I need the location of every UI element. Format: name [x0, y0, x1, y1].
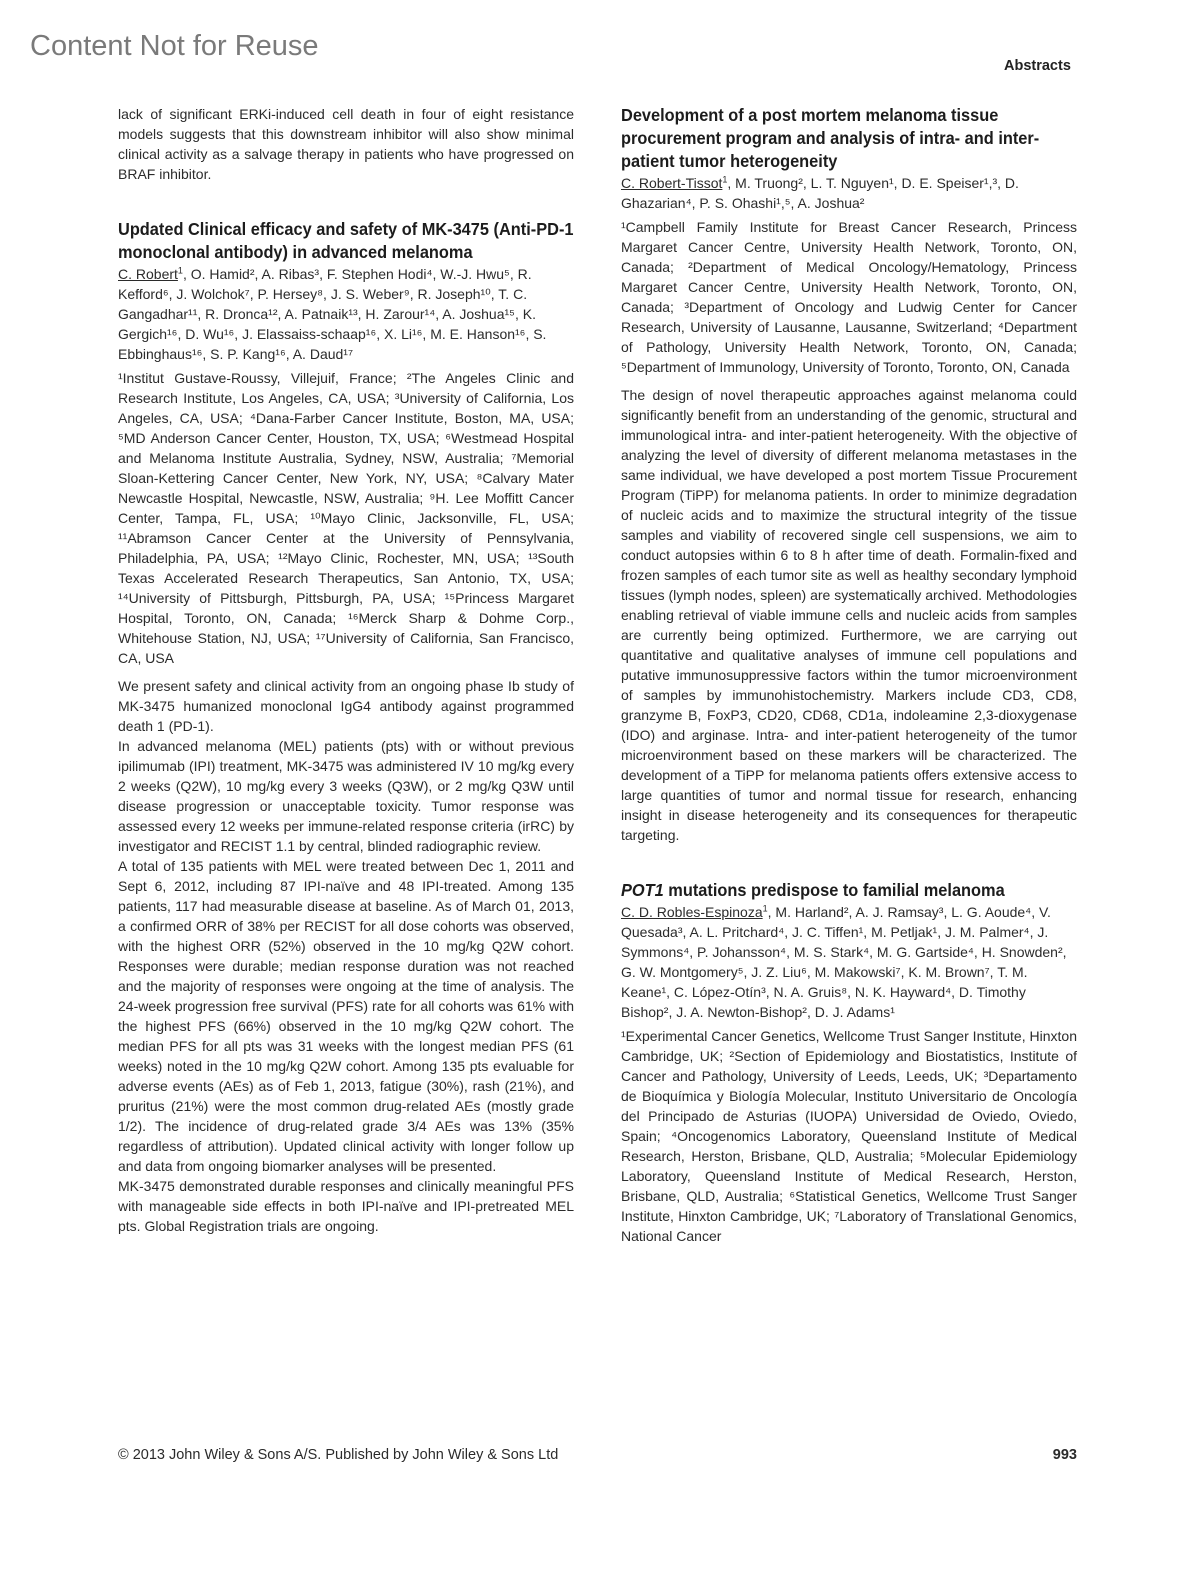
presenting-author-sup: 1	[722, 174, 728, 185]
presenting-author-sup: 1	[177, 265, 183, 276]
running-head: Abstracts	[1004, 58, 1071, 74]
authors-rest: , M. Truong², L. T. Nguyen¹, D. E. Speiser¹,³, D. Ghazarian⁴, P. S. Ohashi¹,⁵, A. Joshua²	[621, 175, 1019, 211]
presenting-author: C. D. Robles-Espinoza	[621, 904, 763, 920]
body-paragraph-1: We present safety and clinical activity from an ongoing phase Ib study of MK-3475 humanized monoclonal IgG4 antibody against programmed death 1 (PD-1).	[118, 678, 574, 734]
presenting-author: C. Robert	[118, 266, 178, 282]
body-paragraph-3: A total of 135 patients with MEL were treated between Dec 1, 2011 and Sept 6, 2012, including 87 IPI-naïve and 48 IPI-treated. Among 135 patients, 117 had measurable disease at baseline. As of March 01, 2013, a confirmed ORR of 38% per RECIST for all dose cohorts was observed, with the highest ORR (52%) observed in the 10 mg/kg Q2W cohort. Responses were durable; median response duration was not reached and the majority of responses were ongoing at the time of analysis. The 24-week progression free survival (PFS) rate for all cohorts was 61% with the highest PFS (66%) observed in the 10 mg/kg Q2W cohort. The median PFS for all pts was 31 weeks with the longest median PFS (61 weeks) noted in the 10 mg/kg Q2W cohort. Among 135 pts evaluable for adverse events (AEs) as of Feb 1, 2013, fatigue (30%), rash (21%), and pruritus (21%) were the most common drug-related AEs (mostly grade 1/2). The incidence of drug-related grade 3/4 AEs was 13% (35% regardless of attribution). Updated clinical activity with longer follow up and data from ongoing biomarker analyses will be presented.	[118, 858, 574, 1174]
presenting-author: C. Robert-Tissot	[621, 175, 723, 191]
title-rest: mutations predispose to familial melanoma	[663, 880, 1005, 900]
footer	[118, 1447, 1077, 1463]
affiliations: ¹Campbell Family Institute for Breast Cancer Research, Princess Margaret Cancer Centre, University Health Network, Toronto, ON, Canada; ²Department of Medical Oncology/Hematology, Princess Margaret Cancer Centre, University Health Network, Toronto, ON, Canada; ³Department of Oncology and Ludwig Center for Cancer Research, University of Lausanne, Lausanne, Switzerland; ⁴Department of Pathology, University Health Network, Toronto, ON, Canada; ⁵Department of Immunology, University of Toronto, Toronto, ON, Canada	[621, 219, 1077, 375]
authors-rest: , M. Harland², A. J. Ramsay³, L. G. Aoude⁴, V. Quesada³, A. L. Pritchard⁴, J. C. Tiffen¹, M. Petljak¹, J. M. Palmer⁴, J. Symmons⁴, P. Johansson⁴, M. S. Stark⁴, M. G. Gartside⁴, H. Snowden², G. W. Montgomery⁵, J. Z. Liu⁶, M. Makowski⁷, K. M. Brown⁷, T. M. Keane¹, C. López-Otín³, N. A. Gruis⁸, N. K. Hayward⁴, D. Timothy Bishop², J. A. Newton-Bishop², D. J. Adams¹	[621, 904, 1067, 1020]
gene-name: POT1	[621, 880, 664, 900]
watermark: Content Not for Reuse	[30, 30, 319, 62]
body-paragraph-4: MK-3475 demonstrated durable responses and clinically meaningful PFS with manageable side effects in both IPI-naïve and IPI-pretreated MEL pts. Global Registration trials are ongoing.	[118, 1178, 574, 1234]
author-list	[621, 173, 1077, 213]
author-list	[621, 902, 1077, 1022]
affiliations: ¹Experimental Cancer Genetics, Wellcome Trust Sanger Institute, Hinxton Cambridge, UK; ²Section of Epidemiology and Biostatistics, Institute of Cancer and Pathology, University of Leeds, Leeds, UK; ³Departamento de Bioquímica y Biología Molecular, Instituto Universitario de Oncología del Principado de Asturias (IUOPA) Universidad de Oviedo, Oviedo, Spain; ⁴Oncogenomics Laboratory, Queensland Institute of Medical Research, Herston, Brisbane, QLD, Australia; ⁵Molecular Epidemiology Laboratory, Queensland Institute of Medical Research, Herston, Brisbane, QLD, Australia; ⁶Statistical Genetics, Wellcome Trust Sanger Institute, Hinxton Cambridge, UK; ⁷Laboratory of Translational Genomics, National Cancer	[621, 1028, 1077, 1244]
abstract-title-pot1	[621, 879, 1077, 902]
abstract-title-tissue-procurement: Development of a post mortem melanoma tissue procurement program and analysis of intra- and inter-patient tumor heterogeneity	[621, 105, 1040, 171]
intro-text: lack of significant ERKi-induced cell death in four of eight resistance models suggests that this downstream inhibitor will also show minimal clinical activity as a salvage therapy in patients who have progressed on BRAF inhibitor.	[118, 106, 574, 182]
right-column	[621, 104, 1077, 1254]
author-list	[118, 264, 574, 364]
body-paragraph: The design of novel therapeutic approaches against melanoma could significantly benefit from an understanding of the genomic, structural and immunological intra- and inter-patient heterogeneity. With the objective of analyzing the level of diversity of different melanoma metastases in the same individual, we have developed a post mortem Tissue Procurement Program (TiPP) for melanoma patients. In order to minimize degradation of nucleic acids and to maximize the structural integrity of the tissue samples and viability of recovered single cell suspensions, we aim to conduct autopsies within 6 to 8 h after time of death. Formalin-fixed and frozen samples of each tumor site as well as healthy secondary lymphoid tissues (lymph nodes, spleen) are systematically archived. Methodologies enabling retrieval of viable immune cells and nucleic acids from samples are currently being optimized. Furthermore, we are carrying out quantitative and qualitative analyses of immune cell populations and putative immunosuppressive factors within the tumor microenvironment of samples by immunohistochemistry. Markers include CD3, CD8, granzyme B, FoxP3, CD20, CD68, CD1a, indoleamine 2,3-dioxygenase (IDO) and arginase. Intra- and inter-patient heterogeneity of the tumor microenvironment based on these markers will be characterized. The development of a TiPP for melanoma patients offers extensive access to large quantities of tumor and normal tissue for research, enhancing insight in disease heterogeneity and its consequences for therapeutic targeting.	[621, 387, 1077, 843]
page-number: 993	[1052, 1447, 1077, 1463]
affiliations: ¹Institut Gustave-Roussy, Villejuif, France; ²The Angeles Clinic and Research Institute, Los Angeles, CA, USA; ³University of California, Los Angeles, CA, USA; ⁴Dana-Farber Cancer Institute, Boston, MA, USA; ⁵MD Anderson Cancer Center, Houston, TX, USA; ⁶Westmead Hospital and Melanoma Institute Australia, Sydney, NSW, Australia; ⁷Memorial Sloan-Kettering Cancer Center, New York, NY, USA; ⁸Calvary Mater Newcastle Hospital, Newcastle, NSW, Australia; ⁹H. Lee Moffitt Cancer Center, Tampa, FL, USA; ¹⁰Mayo Clinic, Jacksonville, FL, USA; ¹¹Abramson Cancer Center at the University of Pennsylvania, Philadelphia, PA, USA; ¹²Mayo Clinic, Rochester, MN, USA; ¹³South Texas Accelerated Research Therapeutics, San Antonio, TX, USA; ¹⁴University of Pittsburgh, Pittsburgh, PA, USA; ¹⁵Princess Margaret Hospital, Toronto, ON, Canada; ¹⁶Merck Sharp & Dohme Corp., Whitehouse Station, NJ, USA; ¹⁷University of California, San Francisco, CA, USA	[118, 370, 574, 666]
presenting-author-sup: 1	[762, 903, 768, 914]
left-column	[118, 104, 574, 1236]
copyright: © 2013 John Wiley & Sons A/S. Published by John Wiley & Sons Ltd	[118, 1447, 559, 1463]
authors-rest: , O. Hamid², A. Ribas³, F. Stephen Hodi⁴, W.-J. Hwu⁵, R. Kefford⁶, J. Wolchok⁷, P. Hersey⁸, J. S. Weber⁹, R. Joseph¹⁰, T. C. Gangadhar¹¹, R. Dronca¹², A. Patnaik¹³, H. Zarour¹⁴, A. Joshua¹⁵, K. Gergich¹⁶, D. Wu¹⁶, J. Elassaiss-schaap¹⁶, X. Li¹⁶, M. E. Hanson¹⁶, S. Ebbinghaus¹⁶, S. P. Kang¹⁶, A. Daud¹⁷	[118, 266, 547, 362]
abstract-title-mk3475: Updated Clinical efficacy and safety of MK-3475 (Anti-PD-1 monoclonal antibody) in advanced melanoma	[118, 219, 574, 262]
body-paragraph-2: In advanced melanoma (MEL) patients (pts) with or without previous ipilimumab (IPI) treatment, MK-3475 was administered IV 10 mg/kg every 2 weeks (Q2W), 10 mg/kg every 3 weeks (Q3W), or 2 mg/kg Q3W until disease progression or unacceptable toxicity. Tumor response was assessed every 12 weeks per immune-related response criteria (irRC) by investigator and RECIST 1.1 by central, blinded radiographic review.	[118, 738, 574, 854]
